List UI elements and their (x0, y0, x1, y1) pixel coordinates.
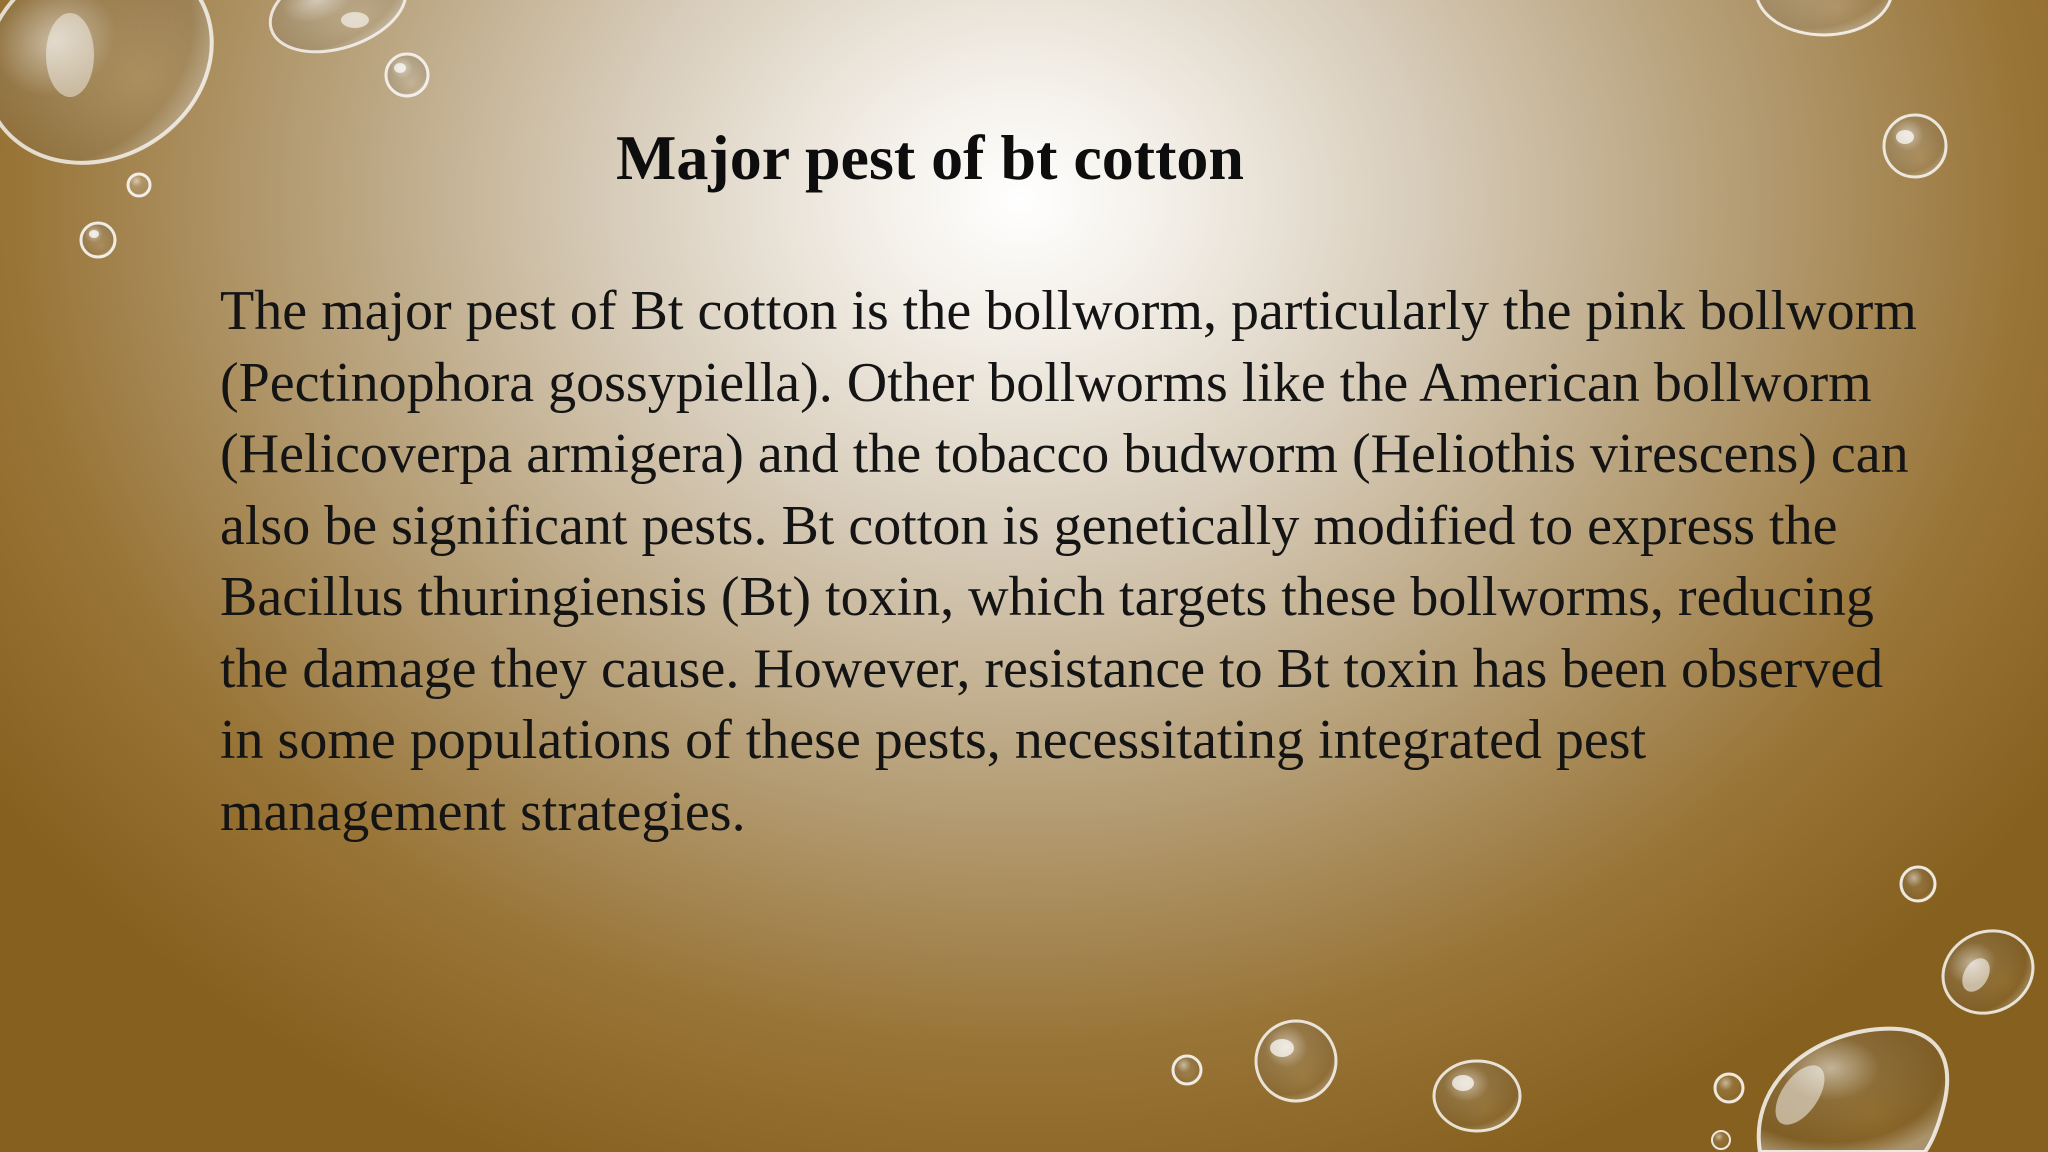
droplet (1756, 0, 1892, 35)
droplet (1256, 1021, 1336, 1101)
slide-body-text: The major pest of Bt cotton is the bollworm, particularly the pink bollworm (Pectinophora gossypiella). Other bollworms like the American bollworm (Helicoverpa armigera) and the tobacco budworm (Heliothis virescens) can also be significant pests. Bt cotton is genetically modified to express the Bacillus thuringiensis (Bt) toxin, which targets these bollworms, reducing the damage they cause. However, resistance to Bt toxin has been observed in some populations of these pests, necessitating integrated pest management strategies. (220, 280, 1917, 843)
droplet (1929, 916, 2046, 1027)
droplet (1434, 1061, 1520, 1131)
droplet (1712, 1131, 1730, 1149)
droplet (1759, 1029, 1947, 1152)
droplet (1173, 1056, 1201, 1084)
droplet (81, 223, 115, 257)
slide-title: Major pest of bt cotton (615, 122, 1245, 193)
droplet (1715, 1074, 1743, 1102)
droplet (386, 54, 428, 96)
droplet (1901, 867, 1935, 901)
droplet (1884, 115, 1946, 177)
